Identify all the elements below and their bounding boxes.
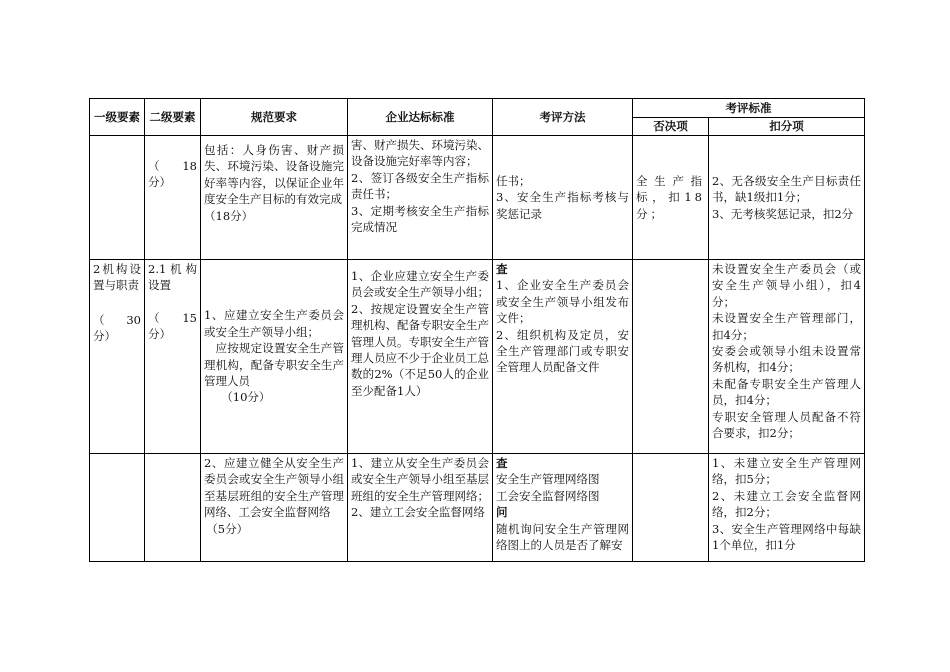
cell-method: 查 1、企业安全生产委员会或安全生产领导小组发布文件； 2、组织机构及定员，安全生产管理部门或专职安全管理人员配备文件 (493, 260, 633, 454)
header-deduct: 扣分项 (709, 118, 865, 136)
cell-requirement: 包括：人身伤害、财产损失、环境污染、设备设施完好率等内容，以保证企业年度安全生产目标的有效完成 （18分） (201, 136, 348, 260)
cell-veto (633, 260, 709, 454)
header-veto: 否决项 (633, 118, 709, 136)
header-method: 考评方法 (493, 99, 633, 136)
table-row (90, 136, 865, 260)
cell-requirement: 2、应建立健全从安全生产委员会或安全生产领导小组至基层班组的安全生产管理网络、工会安全监督网络 （5分） (201, 454, 348, 562)
cell-method: 任书； 3、安全生产指标考核与奖惩记录 (493, 136, 633, 260)
cell-requirement: 1、应建立安全生产委员会或安全生产领导小组； 应按规定设置安全生产管理机构，配备专职安全生产管理人员 （10分） (201, 260, 348, 454)
table-row (90, 260, 865, 454)
cell-deduct: 未设置安全生产委员会（或安全生产领导小组），扣4分； 未设置安全生产管理部门，扣4分； 安委会或领导小组未设置常务机构，扣4分； 未配备专职安全生产管理人员，扣4分； 专职安全管理人员配备不符合要求，扣2分； (709, 260, 865, 454)
header-criteria: 考评标准 (633, 99, 865, 118)
cell-level1 (90, 136, 145, 260)
cell-level1 (90, 454, 145, 562)
cell-level2 (145, 454, 201, 562)
evaluation-standard-table (89, 98, 865, 562)
cell-level1: 2机构设置与职责 （ 30 分） (90, 260, 145, 454)
table-row (90, 454, 865, 562)
header-level2: 二级要素 (145, 99, 201, 136)
cell-level2: （ 18 分） (145, 136, 201, 260)
table-header-row (90, 99, 865, 118)
cell-deduct: 2、无各级安全生产目标责任书，缺1级扣1分； 3、无考核奖惩记录，扣2分 (709, 136, 865, 260)
score-line: （ 18 (148, 159, 197, 173)
cell-level2: 2.1机构设置 （ 15 分） (145, 260, 201, 454)
header-requirement: 规范要求 (201, 99, 348, 136)
cell-standard: 害、财产损失、环境污染、设备设施完好率等内容； 2、签订各级安全生产指标责任书； 3、定期考核安全生产指标完成情况 (348, 136, 493, 260)
header-standard: 企业达标标准 (348, 99, 493, 136)
cell-standard: 1、企业应建立安全生产委员会或安全生产领导小组； 2、按规定设置安全生产管理机构、配备专职安全生产管理人员。专职安全生产管理人员应不少于企业员工总数的2%（不足50人的企业至少配备1人） (348, 260, 493, 454)
cell-method: 查 安全生产管理网络图 工会安全监督网络图 问 随机询问安全生产管理网络图上的人员是否了解安 (493, 454, 633, 562)
cell-veto (633, 454, 709, 562)
cell-veto: 全生产指标，扣18分； (633, 136, 709, 260)
cell-deduct: 1、未建立安全生产管理网络，扣5分； 2、未建立工会安全监督网络，扣2分； 3、安全生产管理网络中每缺1个单位，扣1分 (709, 454, 865, 562)
score-line: （ 30 (93, 312, 141, 327)
cell-standard: 1、建立从安全生产委员会或安全生产领导小组至基层班组的安全生产管理网络； 2、建立工会安全监督网络 (348, 454, 493, 562)
score-line: （ 15 (148, 310, 197, 325)
header-level1: 一级要素 (90, 99, 145, 136)
